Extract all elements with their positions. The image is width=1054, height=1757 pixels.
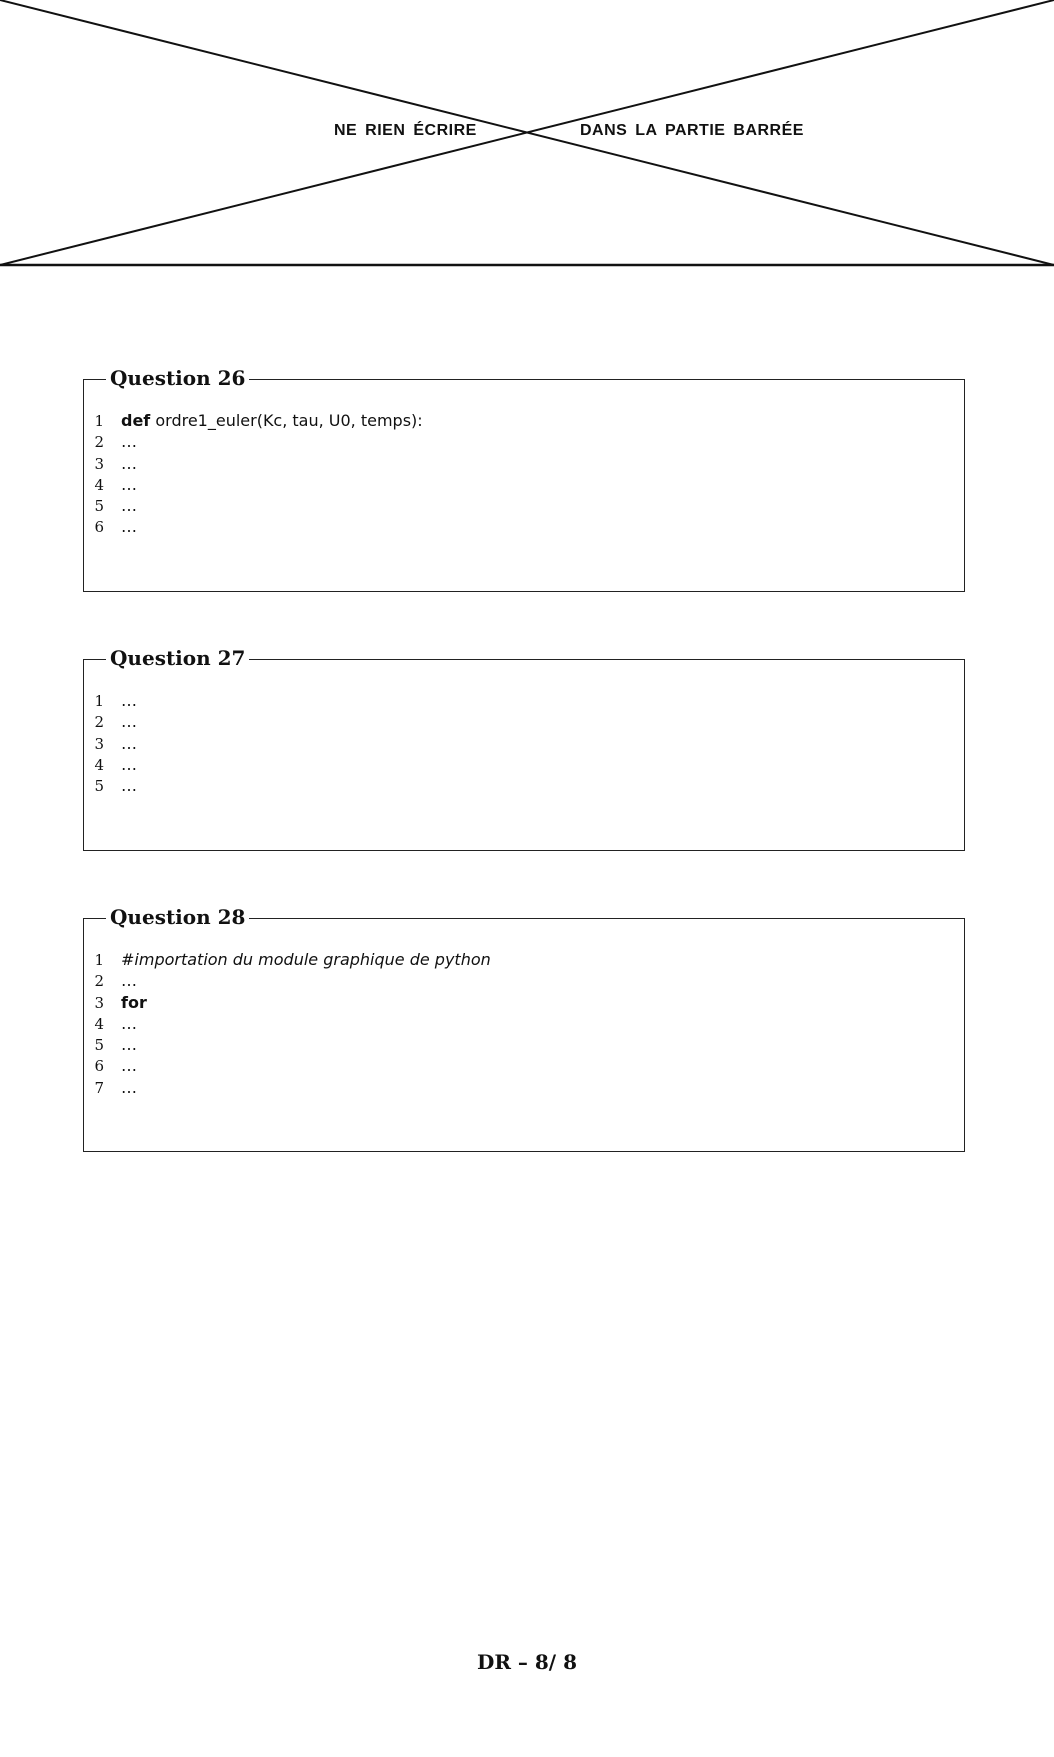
- code-text: …: [121, 474, 137, 494]
- line-number: 7: [94, 1078, 104, 1097]
- code-line: [84, 1077, 964, 1098]
- line-number: 5: [94, 777, 104, 796]
- code-line: [84, 775, 964, 796]
- line-number: 1: [94, 692, 104, 710]
- code-listing: [84, 690, 964, 796]
- line-number: 4: [94, 1014, 104, 1033]
- line-number: 1: [94, 412, 104, 430]
- code-text: …: [121, 1056, 137, 1076]
- line-number: 5: [94, 497, 104, 516]
- code-text: …: [121, 1013, 137, 1033]
- line-number: 2: [94, 433, 104, 452]
- code-line: [84, 711, 964, 732]
- code-text: …: [121, 1035, 137, 1055]
- line-number: 3: [94, 993, 104, 1012]
- line-number: 5: [94, 1036, 104, 1055]
- cross-lines: [0, 0, 1054, 270]
- code-line: [84, 733, 964, 754]
- line-number: 1: [94, 951, 104, 969]
- line-number: 6: [94, 518, 104, 537]
- line-number: 3: [94, 734, 104, 753]
- question-title: Question 27: [106, 645, 249, 671]
- line-number: 4: [94, 755, 104, 774]
- line-number: 2: [94, 972, 104, 991]
- question-title: Question 28: [106, 904, 249, 930]
- line-number: 4: [94, 475, 104, 494]
- answer-box-q27[interactable]: [83, 646, 965, 851]
- code-text: …: [121, 754, 137, 774]
- line-number: 3: [94, 454, 104, 473]
- code-line: [84, 992, 964, 1013]
- code-line: [84, 474, 964, 495]
- code-line: [84, 453, 964, 474]
- code-line: [84, 690, 964, 711]
- code-line: [84, 431, 964, 452]
- answer-box-q26[interactable]: [83, 366, 965, 592]
- code-text: …: [121, 691, 137, 710]
- code-line: [84, 516, 964, 537]
- answer-box-q28[interactable]: [83, 905, 965, 1152]
- code-line: [84, 1055, 964, 1076]
- code-listing: [84, 410, 964, 538]
- code-text: …: [121, 432, 137, 452]
- code-comment: #importation du module graphique de python: [121, 950, 491, 969]
- code-text: …: [121, 776, 137, 796]
- header-warning-right: DANS LA PARTIE BARRÉE: [580, 122, 804, 139]
- code-text: …: [121, 971, 137, 991]
- header-warning-left: NE RIEN ÉCRIRE: [334, 122, 477, 139]
- code-text: …: [121, 496, 137, 516]
- code-line: [84, 410, 964, 431]
- code-text: …: [121, 517, 137, 537]
- code-line: [84, 1013, 964, 1034]
- page-number: DR – 8/ 8: [477, 1650, 577, 1674]
- code-keyword: for: [121, 992, 147, 1012]
- code-keyword: def: [121, 411, 151, 430]
- code-line: [84, 754, 964, 775]
- code-line: [84, 1034, 964, 1055]
- code-text: …: [121, 1077, 137, 1097]
- code-text: ordre1_euler(Kc, tau, U0, temps):: [150, 411, 423, 430]
- crossed-out-zone: [0, 0, 1054, 270]
- code-line: [84, 949, 964, 970]
- question-title: Question 26: [106, 365, 249, 391]
- code-listing: [84, 949, 964, 1098]
- code-text: …: [121, 453, 137, 473]
- line-number: 6: [94, 1057, 104, 1076]
- code-text: …: [121, 712, 137, 732]
- line-number: 2: [94, 713, 104, 732]
- code-line: [84, 970, 964, 991]
- code-text: …: [121, 733, 137, 753]
- code-line: [84, 495, 964, 516]
